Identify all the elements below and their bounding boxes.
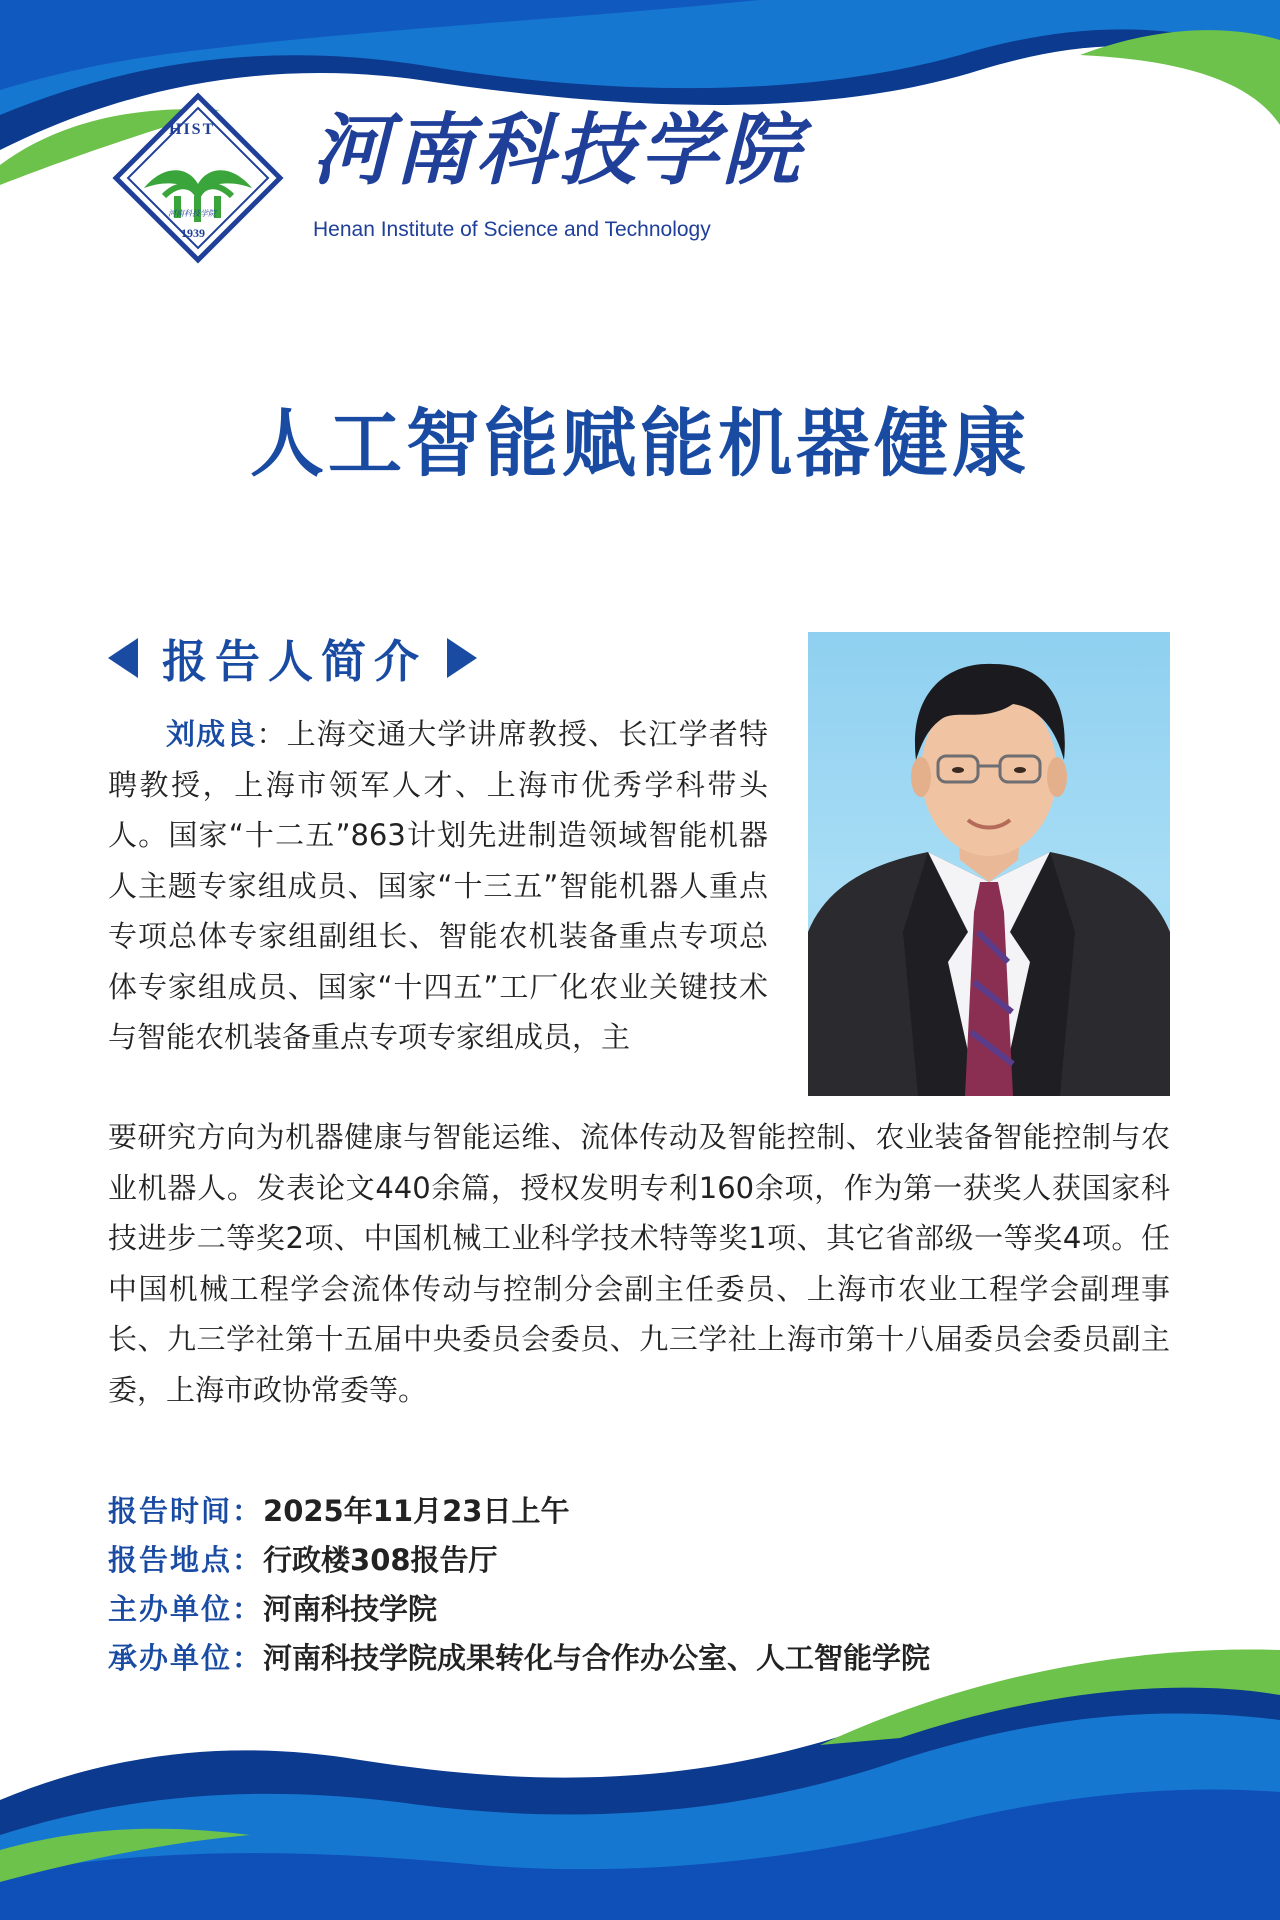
lecture-title: 人工智能赋能机器健康 [250, 401, 1030, 487]
triangle-left-icon [108, 638, 138, 678]
bottom-wave-decoration [0, 1620, 1280, 1920]
section-label: 报告人简介 [162, 635, 428, 688]
info-value: 行政楼308报告厅 [263, 1543, 498, 1577]
info-label: 报告地点： [108, 1543, 264, 1577]
name-colon: ： [256, 717, 287, 751]
info-value: 河南科技学院 [263, 1592, 438, 1626]
info-value: 河南科技学院成果转化与合作办公室、人工智能学院 [263, 1641, 931, 1675]
speaker-bio-bottom: 要研究方向为机器健康与智能运维、流体传动及智能控制、农业装备智能控制与农业机器人。发表论文440余篇，授权发明专利160余项，作为第一获奖人获国家科技进步二等奖2项、中国机械工业科学技术特等奖1项、其它省部级一等奖4项。任中国机械工程学会流体传动与控制分会副主任委员、上海市农业工程学会副理事长、九三学社第十五届中央委员会委员、九三学社上海市第十八届委员会委员副主委，上海市政协常委等。 [108, 1120, 1170, 1407]
emblem-year: 1939 [181, 226, 205, 240]
speaker-photo [808, 632, 1170, 1096]
emblem-acronym: HIST [169, 121, 216, 138]
info-label: 承办单位： [108, 1641, 264, 1675]
info-row-location [108, 1536, 930, 1585]
speaker-bio-top [108, 709, 768, 1063]
info-label: 主办单位： [108, 1592, 264, 1626]
bio-text-top: 上海交通大学讲席教授、长江学者特聘教授，上海市领军人才、上海市优秀学科带头人。国家“十二五”863计划先进制造领域智能机器人主题专家组成员、国家“十三五”智能机器人重点专项总体专家组副组长、智能农机装备重点专项总体专家组成员、国家“十四五”工厂化农业关键技术与智能农机装备重点专项专家组成员，主 [108, 717, 768, 1054]
info-value: 2025年11月23日上午 [263, 1494, 570, 1528]
university-name-en: Henan Institute of Science and Technology [313, 218, 711, 241]
university-name-cn: 河南科技学院 [312, 105, 805, 196]
speaker-intro-heading [108, 625, 477, 690]
info-row-time [108, 1487, 930, 1536]
triangle-right-icon [447, 638, 477, 678]
emblem-script: 河南科技学院 [168, 209, 216, 218]
speaker-name: 刘成良 [166, 717, 257, 751]
info-label: 报告时间： [108, 1494, 264, 1528]
